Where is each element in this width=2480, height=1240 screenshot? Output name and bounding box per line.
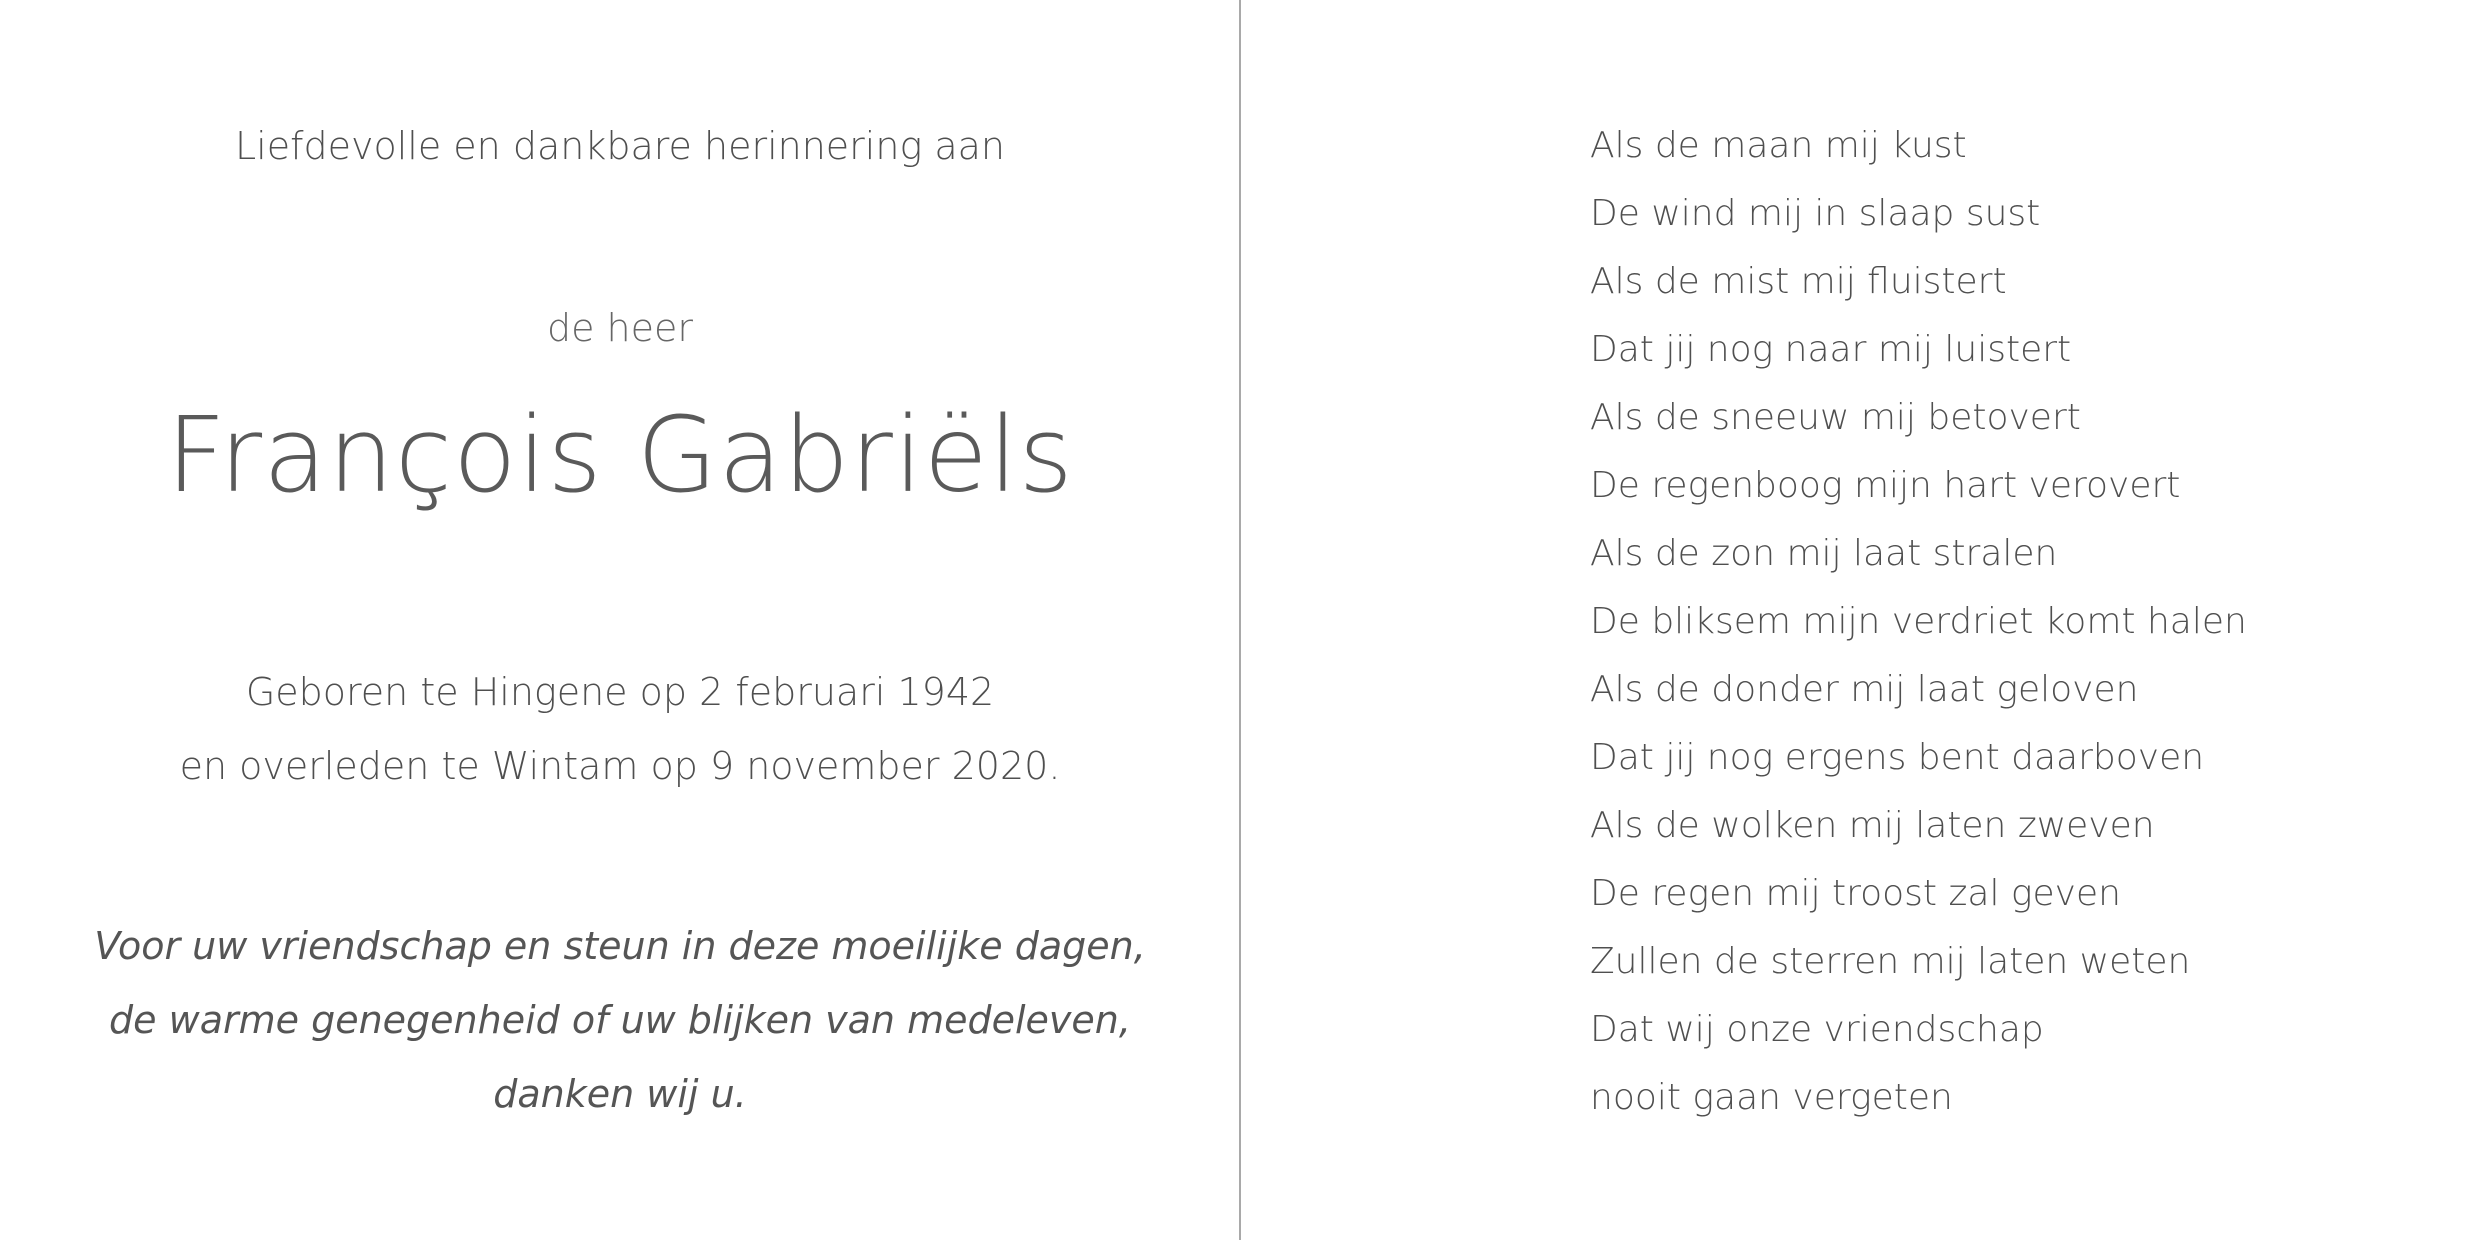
- thanks-line-2: de warme genegenheid of uw blijken van medeleven,: [109, 998, 1131, 1042]
- right-page: [1241, 0, 2480, 1240]
- thanks-line-1: Voor uw vriendschap en steun in deze moeilijke dagen,: [94, 924, 1146, 968]
- poem-line: De bliksem mijn verdriet komt halen: [1590, 601, 2247, 642]
- poem-line: De wind mij in slaap sust: [1590, 193, 2041, 234]
- poem-line: Dat jij nog naar mij luistert: [1590, 329, 2072, 370]
- birth-line: Geboren te Hingene op 2 februari 1942: [245, 670, 995, 714]
- poem-line: Als de zon mij laat stralen: [1590, 533, 2058, 574]
- poem-line: Zullen de sterren mij laten weten: [1590, 941, 2191, 982]
- honorific-title: de heer: [546, 306, 694, 350]
- memorial-poem: [1590, 118, 2247, 1138]
- poem-line: Als de wolken mij laten zweven: [1590, 805, 2155, 846]
- poem-line: Dat wij onze vriendschap: [1590, 1009, 2044, 1050]
- death-line: en overleden te Wintam op 9 november 2020.: [179, 744, 1061, 788]
- deceased-name: François Gabriëls: [166, 394, 1074, 516]
- poem-line: nooit gaan vergeten: [1590, 1077, 1953, 1118]
- poem-line: De regenboog mijn hart verovert: [1590, 465, 2181, 506]
- poem-line: Dat jij nog ergens bent daarboven: [1590, 737, 2205, 778]
- poem-line: De regen mij troost zal geven: [1590, 873, 2121, 914]
- memorial-intro: Liefdevolle en dankbare herinnering aan: [235, 124, 1005, 168]
- poem-line: Als de mist mij fluistert: [1590, 261, 2007, 302]
- poem-line: Als de sneeuw mij betovert: [1590, 397, 2081, 438]
- thanks-line-3: danken wij u.: [493, 1072, 747, 1116]
- poem-line: Als de maan mij kust: [1590, 125, 1967, 166]
- poem-line: Als de donder mij laat geloven: [1590, 669, 2139, 710]
